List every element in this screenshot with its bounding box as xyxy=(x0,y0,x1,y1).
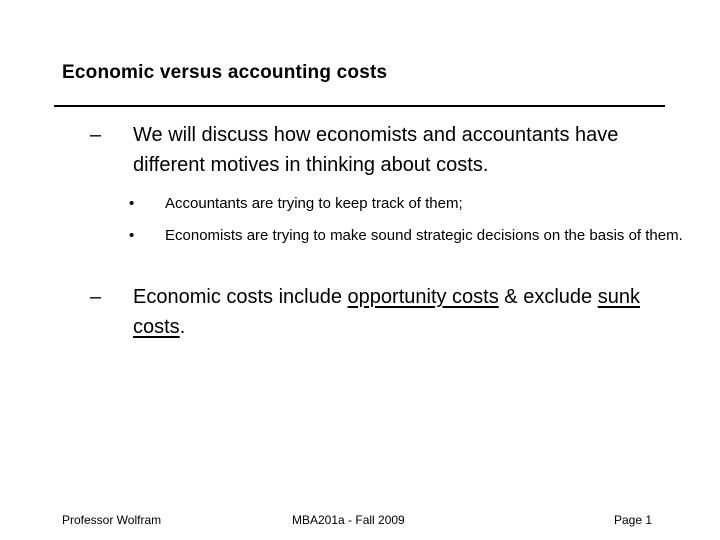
bullet-1-marker: – xyxy=(90,124,102,146)
footer-page-number: Page 1 xyxy=(614,513,653,527)
sub-bullet-2-text: Economists are trying to make sound strategic decisions on the basis of them. xyxy=(165,227,683,244)
slide-title: Economic versus accounting costs xyxy=(62,62,388,83)
opportunity-costs-term: opportunity costs xyxy=(347,286,499,308)
sub-bullet-1-marker: • xyxy=(129,195,135,212)
footer-course: MBA201a - Fall 2009 xyxy=(292,513,405,527)
bullet-1-text: We will discuss how economists and accountants have different motives in thinking about costs. xyxy=(133,124,619,176)
sunk-costs-term: sunk costs xyxy=(133,286,640,338)
bullet-2-marker: – xyxy=(90,286,102,308)
sub-bullet-2-marker: • xyxy=(129,227,135,244)
sub-bullet-1-text: Accountants are trying to keep track of them; xyxy=(165,195,463,212)
footer-author: Professor Wolfram xyxy=(62,513,162,527)
bullet-2-part-2: & exclude xyxy=(498,286,598,308)
bullet-2-text xyxy=(133,282,673,342)
bullet-2-part-1: Economic costs include xyxy=(133,286,348,308)
title-divider xyxy=(54,105,665,107)
bullet-2-part-3: . xyxy=(179,316,186,338)
